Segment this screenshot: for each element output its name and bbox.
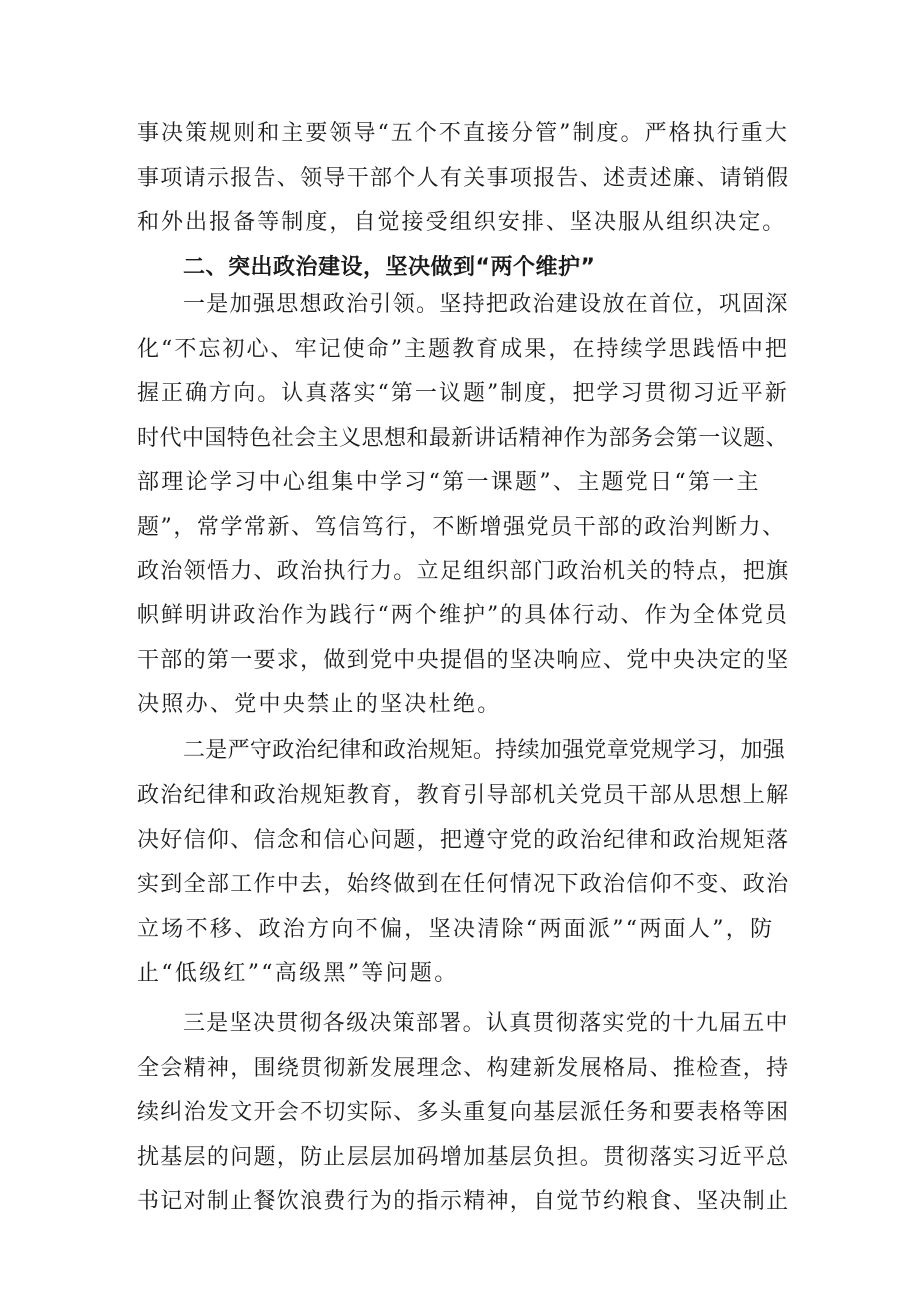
text-line: 时代中国特色社会主义思想和最新讲话精神作为部务会第一议题、 [137,426,789,451]
text-line: 扰基层的问题，防止层层加码增加基层负担。贯彻落实习近平总 [137,1145,790,1170]
text-line: 决好信仰、信念和信心问题，把遵守党的政治纪律和政治规矩落 [137,828,790,853]
text-line: 决照办、党中央禁止的坚决杜绝。 [137,692,502,717]
paragraph-first-line: 二是严守政治纪律和政治规矩。持续加强党章党规学习，加强 [183,738,786,763]
text-line: 题”，常学常新、笃信笃行，不断增强党员干部的政治判断力、 [137,515,786,540]
text-line: 政治领悟力、政治执行力。立足组织部门政治机关的特点，把旗 [137,559,790,584]
section-heading: 二、突出政治建设，坚决做到“两个维护” [183,255,596,280]
text-line: 和外出报备等制度，自觉接受组织安排、坚决服从组织决定。 [137,210,787,235]
text-line: 化“不忘初心、牢记使命”主题教育成果，在持续学思践悟中把 [137,337,789,362]
paragraph-first-line: 三是坚决贯彻各级决策部署。认真贯彻落实党的十九届五中 [183,1011,789,1036]
text-line: 干部的第一要求，做到党中央提倡的坚决响应、党中央决定的坚 [137,648,790,673]
text-line: 事决策规则和主要领导“五个不直接分管”制度。严格执行重大 [137,121,789,146]
text-line: 帜鲜明讲政治作为践行“两个维护”的具体行动、作为全体党员 [137,603,789,628]
text-line: 止“低级红”“高级黑”等问题。 [137,961,459,986]
text-line: 政治纪律和政治规矩教育，教育引导部机关党员干部从思想上解 [137,783,790,808]
text-line: 立场不移、政治方向不偏，坚决清除“两面派”“两面人”，防 [137,917,775,942]
text-line: 部理论学习中心组集中学习“第一课题”、主题党日“第一主 [137,470,761,495]
text-line: 握正确方向。认真落实“第一议题”制度，把学习贯彻习近平新 [137,381,789,406]
text-line: 书记对制止餐饮浪费行为的指示精神，自觉节约粮食、坚决制止 [137,1189,790,1214]
text-line: 实到全部工作中去，始终做到在任何情况下政治信仰不变、政治 [137,872,790,897]
text-line: 全会精神，围绕贯彻新发展理念、构建新发展格局、推检查，持 [137,1056,790,1081]
text-line: 续纠治发文开会不切实际、多头重复向基层派任务和要表格等困 [137,1100,790,1125]
text-line: 事项请示报告、领导干部个人有关事项报告、述责述廉、请销假 [137,166,790,191]
paragraph-first-line: 一是加强思想政治引领。坚持把政治建设放在首位，巩固深 [183,292,789,317]
